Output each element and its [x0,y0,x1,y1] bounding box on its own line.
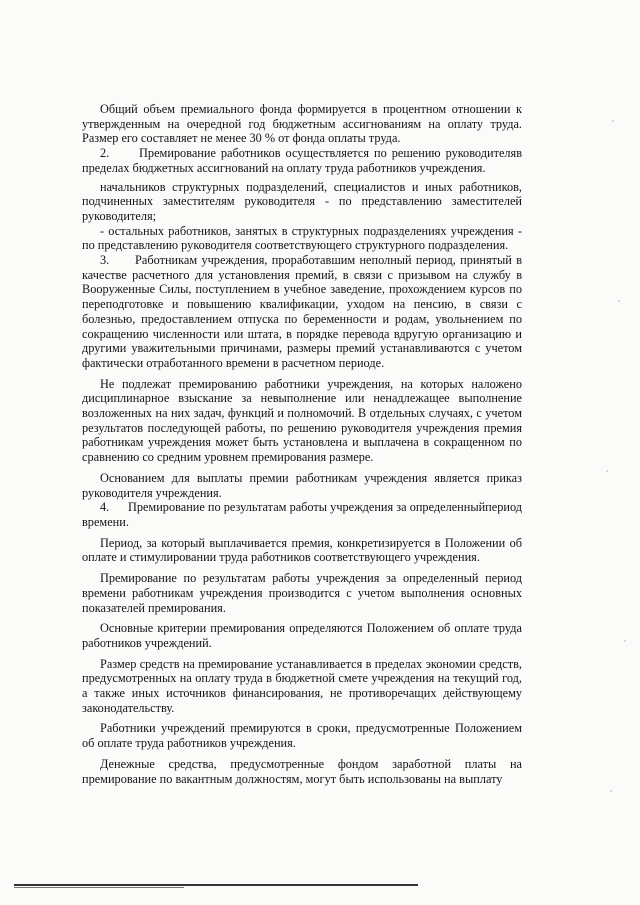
paragraph-amount: Размер средств на премирование устанавливается в пределах экономии средств, предусмотренных на оплату труда в бюджетной смете учреждения на текущий год, а также иных источников финансирования, не противоречащих действующему законодательству. [82,656,522,715]
paragraph-other-workers: - остальных работников, занятых в структурных подразделениях учреждения - по представлению руководителя соответствующего структурного подразделения. [82,223,522,253]
paragraph-premium-fund: Общий объем премиального фонда формируется в процентном отношении к утвержденным на очередной год бюджетным ассигнованиям на оплату труда. Размер его составляет не менее 30 % от фонда оплаты труда. [82,102,522,146]
paragraph-basis-order: Основанием для выплаты премии работникам учреждения является приказ руководителя учреждения. [82,470,522,500]
paragraph-heads-of-units: начальников структурных подразделений, специалистов и иных работников, подчиненных заместителям руководителя - по представлению заместителей руководителя; [82,179,522,223]
paragraph-item-4: 4. Премирование по результатам работы учреждения за определенныйпериод времени. [82,500,522,529]
scan-edge-line [14,884,418,886]
paragraph-not-eligible: Не подлежат премированию работники учреждения, на которых наложено дисциплинарное взыскание за невыполнение или ненадлежащее выполнение возложенных на них задач, функций и полномочий. В отдельных случаях, с учетом результатов последующей работы, по решению руководителя учреждения премия работникам учреждения может быть установлена и выплачена в сокращенном по сравнению со средним уровнем премирования размере. [82,376,522,465]
paragraph-item-3: 3. Работникам учреждения, проработавшим неполный период, принятый в качестве расчетного для установления премий, в связи с призывом на службу в Вооруженные Силы, поступлением в учебное заведение, прохождением курсов по переподготовке и повышению квалификации, уходом на пенсию, в связи с болезнью, предоставлением отпуска по беременности и родам, увольнением по сокращению численности или штата, в порядке перевода вдругую организацию и другими уважительными причинами, размеры премий устанавливаются с учетом фактически отработанного времени в расчетном периоде. [82,253,522,370]
scan-speck [618,300,620,302]
document-body [82,102,522,786]
scan-speck [610,790,612,792]
scan-speck [606,470,608,472]
scan-edge-line-faint [14,887,184,888]
paragraph-period: Период, за который выплачивается премия, конкретизируется в Положении об оплате и стимулировании труда работников соответствующего учреждения. [82,535,522,565]
scan-speck [612,120,614,122]
scan-speck [624,640,626,642]
paragraph-vacancy-funds: Денежные средства, предусмотренные фондом заработной платы на премирование по вакантным должностям, могут быть использованы на выплату [82,756,522,786]
paragraph-results-premium: Премирование по результатам работы учреждения за определенный период времени работникам учреждения производится с учетом выполнения основных показателей премирования. [82,571,522,615]
paragraph-timing: Работники учреждений премируются в сроки, предусмотренные Положением об оплате труда работников учреждения. [82,721,522,751]
paragraph-criteria: Основные критерии премирования определяются Положением об оплате труда работников учреждений. [82,621,522,650]
paragraph-item-2: 2. Премирование работников осуществляется по решению руководителяв пределах бюджетных ассигнований на оплату труда работников учреждения. [82,146,522,175]
